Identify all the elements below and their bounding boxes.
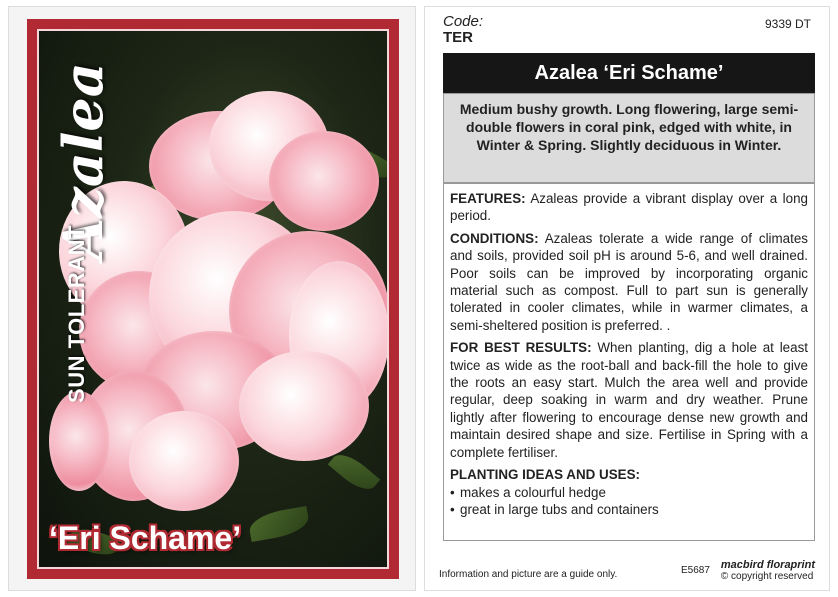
- product-number: 9339 DT: [764, 17, 811, 31]
- planting-ideas-heading: PLANTING IDEAS AND USES:: [450, 467, 640, 483]
- best-results-text: When planting, dig a hole at least twice as wide as the root-ball and back-fill the hole to give the roots an easy start. Mulch the area well and provide regular, deep soaking in warm and dry weather. Prune lightly after flowering to encourage dense new growth and maintain desired shape and size. Fertilise in Spring with a complete fertiliser.: [450, 340, 808, 460]
- plant-photo-card: [8, 6, 416, 591]
- code-label: Code:: [443, 13, 484, 30]
- conditions-label: CONDITIONS:: [450, 230, 539, 246]
- brand-name: macbird floraprint: [720, 559, 815, 571]
- code-value: TER: [443, 29, 473, 46]
- features-label: FEATURES:: [450, 191, 526, 206]
- azalea-photo: [37, 29, 389, 569]
- plant-summary: Medium bushy growth. Long flowering, large semi-double flowers in coral pink, edged with white, in Winter & Spring. Slightly deciduous in Winter.: [443, 93, 815, 183]
- photo-frame: [27, 19, 399, 579]
- care-details: [443, 183, 815, 541]
- list-item: • makes a colourful hedge: [450, 484, 808, 501]
- brand-logo: [721, 560, 815, 582]
- plant-info-card: [424, 6, 830, 591]
- best-results-paragraph: [450, 339, 808, 461]
- best-results-label: FOR BEST RESULTS:: [450, 340, 592, 356]
- planting-ideas-list: [450, 484, 808, 519]
- features-paragraph: [450, 190, 808, 225]
- conditions-text: Azaleas tolerate a wide range of climates and soils, provided soil pH is around 5-6, and well drained. Poor soils can be improved by incorporating organic material such as compost. Full to part sun is generally tolerated in cooler climates, while in warmer climates, a semi-sheltered position is preferred. .: [450, 230, 808, 333]
- footer-code: E5687: [681, 565, 710, 576]
- conditions-paragraph: [450, 230, 808, 334]
- brand-copyright: © copyright reserved: [720, 571, 814, 582]
- variety-name-label: ‘Eri Schame’: [49, 520, 242, 556]
- features-text: Azaleas provide a vibrant display over a long period.: [450, 191, 808, 224]
- plant-name-heading: Azalea: [51, 62, 115, 260]
- plant-title: Azalea ‘Eri Schame’: [443, 53, 815, 93]
- list-item: • great in large tubs and containers: [450, 501, 808, 518]
- sun-tolerant-tagline: SUN TOLERANT: [64, 225, 89, 403]
- disclaimer-text: Information and picture are a guide only.: [439, 569, 618, 580]
